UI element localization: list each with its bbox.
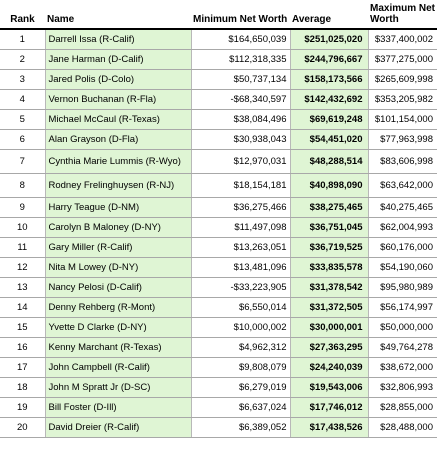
max-net-worth-cell: $63,642,000 [368,174,437,198]
name-cell: Denny Rehberg (R-Mont) [45,298,191,318]
average-cell: $17,746,012 [290,398,368,418]
name-cell: Nancy Pelosi (D-Calif) [45,278,191,298]
average-cell: $54,451,020 [290,130,368,150]
max-net-worth-cell: $62,004,993 [368,218,437,238]
name-cell: Carolyn B Maloney (D-NY) [45,218,191,238]
min-net-worth-cell: $13,481,096 [191,258,290,278]
rank-cell: 18 [0,378,45,398]
name-cell: Nita M Lowey (D-NY) [45,258,191,278]
name-cell: Kenny Marchant (R-Texas) [45,338,191,358]
max-net-worth-cell: $32,806,993 [368,378,437,398]
name-cell: Jared Polis (D-Colo) [45,70,191,90]
max-net-worth-cell: $28,855,000 [368,398,437,418]
min-net-worth-cell: $112,318,335 [191,50,290,70]
table-body [0,29,437,438]
min-net-worth-cell: $11,497,098 [191,218,290,238]
max-net-worth-cell: $38,672,000 [368,358,437,378]
column-header-name: Name [45,0,191,29]
name-cell: Vernon Buchanan (R-Fla) [45,90,191,110]
table-row [0,238,437,258]
name-cell: Darrell Issa (R-Calif) [45,29,191,50]
min-net-worth-cell: $9,808,079 [191,358,290,378]
max-net-worth-cell: $377,275,000 [368,50,437,70]
max-net-worth-cell: $101,154,000 [368,110,437,130]
min-net-worth-cell: $4,962,312 [191,338,290,358]
rank-cell: 9 [0,198,45,218]
average-cell: $36,751,045 [290,218,368,238]
rank-cell: 8 [0,174,45,198]
average-cell: $48,288,514 [290,150,368,174]
table-row [0,398,437,418]
table-row [0,90,437,110]
average-cell: $31,372,505 [290,298,368,318]
name-cell: John Campbell (R-Calif) [45,358,191,378]
rank-cell: 4 [0,90,45,110]
name-cell: Bill Foster (D-Ill) [45,398,191,418]
name-cell: Jane Harman (D-Calif) [45,50,191,70]
average-cell: $27,363,295 [290,338,368,358]
table-row [0,378,437,398]
max-net-worth-cell: $265,609,998 [368,70,437,90]
min-net-worth-cell: $50,737,134 [191,70,290,90]
min-net-worth-cell: -$33,223,905 [191,278,290,298]
column-header-rank: Rank [0,0,45,29]
min-net-worth-cell: $6,389,052 [191,418,290,438]
rank-cell: 6 [0,130,45,150]
max-net-worth-cell: $77,963,998 [368,130,437,150]
table-row [0,174,437,198]
name-cell: Cynthia Marie Lummis (R-Wyo) [45,150,191,174]
name-cell: Gary Miller (R-Calif) [45,238,191,258]
table-row [0,198,437,218]
min-net-worth-cell: $12,970,031 [191,150,290,174]
rank-cell: 11 [0,238,45,258]
table-header [0,0,437,29]
max-net-worth-cell: $54,190,060 [368,258,437,278]
name-cell: Alan Grayson (D-Fla) [45,130,191,150]
rank-cell: 3 [0,70,45,90]
rank-cell: 13 [0,278,45,298]
column-header-max-net-worth: Maximum Net Worth [368,0,437,29]
min-net-worth-cell: -$68,340,597 [191,90,290,110]
rank-cell: 2 [0,50,45,70]
rank-cell: 17 [0,358,45,378]
table-row [0,70,437,90]
min-net-worth-cell: $6,637,024 [191,398,290,418]
min-net-worth-cell: $18,154,181 [191,174,290,198]
header-row [0,0,437,29]
average-cell: $158,173,566 [290,70,368,90]
rank-cell: 14 [0,298,45,318]
rank-cell: 5 [0,110,45,130]
average-cell: $142,432,692 [290,90,368,110]
min-net-worth-cell: $36,275,466 [191,198,290,218]
name-cell: Michael McCaul (R-Texas) [45,110,191,130]
max-net-worth-cell: $353,205,982 [368,90,437,110]
rank-cell: 7 [0,150,45,174]
max-net-worth-cell: $95,980,989 [368,278,437,298]
table-row [0,338,437,358]
min-net-worth-cell: $164,650,039 [191,29,290,50]
average-cell: $17,438,526 [290,418,368,438]
max-net-worth-cell: $83,606,998 [368,150,437,174]
average-cell: $244,796,667 [290,50,368,70]
table-row [0,298,437,318]
average-cell: $19,543,006 [290,378,368,398]
rank-cell: 16 [0,338,45,358]
rank-cell: 19 [0,398,45,418]
max-net-worth-cell: $40,275,465 [368,198,437,218]
table-row [0,110,437,130]
table-row [0,130,437,150]
max-net-worth-cell: $49,764,278 [368,338,437,358]
max-net-worth-cell: $337,400,002 [368,29,437,50]
max-net-worth-cell: $50,000,000 [368,318,437,338]
average-cell: $69,619,248 [290,110,368,130]
rank-cell: 12 [0,258,45,278]
name-cell: David Dreier (R-Calif) [45,418,191,438]
average-cell: $40,898,090 [290,174,368,198]
min-net-worth-cell: $30,938,043 [191,130,290,150]
average-cell: $24,240,039 [290,358,368,378]
rank-cell: 20 [0,418,45,438]
average-cell: $30,000,001 [290,318,368,338]
table-row [0,218,437,238]
min-net-worth-cell: $10,000,002 [191,318,290,338]
table-row [0,318,437,338]
min-net-worth-cell: $13,263,051 [191,238,290,258]
average-cell: $36,719,525 [290,238,368,258]
rank-cell: 10 [0,218,45,238]
min-net-worth-cell: $38,084,496 [191,110,290,130]
rank-cell: 15 [0,318,45,338]
name-cell: John M Spratt Jr (D-SC) [45,378,191,398]
name-cell: Yvette D Clarke (D-NY) [45,318,191,338]
table-row [0,150,437,174]
min-net-worth-cell: $6,550,014 [191,298,290,318]
max-net-worth-cell: $60,176,000 [368,238,437,258]
table-row [0,29,437,50]
average-cell: $33,835,578 [290,258,368,278]
average-cell: $38,275,465 [290,198,368,218]
table-row [0,358,437,378]
min-net-worth-cell: $6,279,019 [191,378,290,398]
average-cell: $31,378,542 [290,278,368,298]
name-cell: Harry Teague (D-NM) [45,198,191,218]
average-cell: $251,025,020 [290,29,368,50]
column-header-min-net-worth: Minimum Net Worth [191,0,290,29]
rank-cell: 1 [0,29,45,50]
max-net-worth-cell: $56,174,997 [368,298,437,318]
name-cell: Rodney Frelinghuysen (R-NJ) [45,174,191,198]
table-row [0,258,437,278]
table-row [0,50,437,70]
column-header-average: Average [290,0,368,29]
table-row [0,278,437,298]
table-row [0,418,437,438]
max-net-worth-cell: $28,488,000 [368,418,437,438]
